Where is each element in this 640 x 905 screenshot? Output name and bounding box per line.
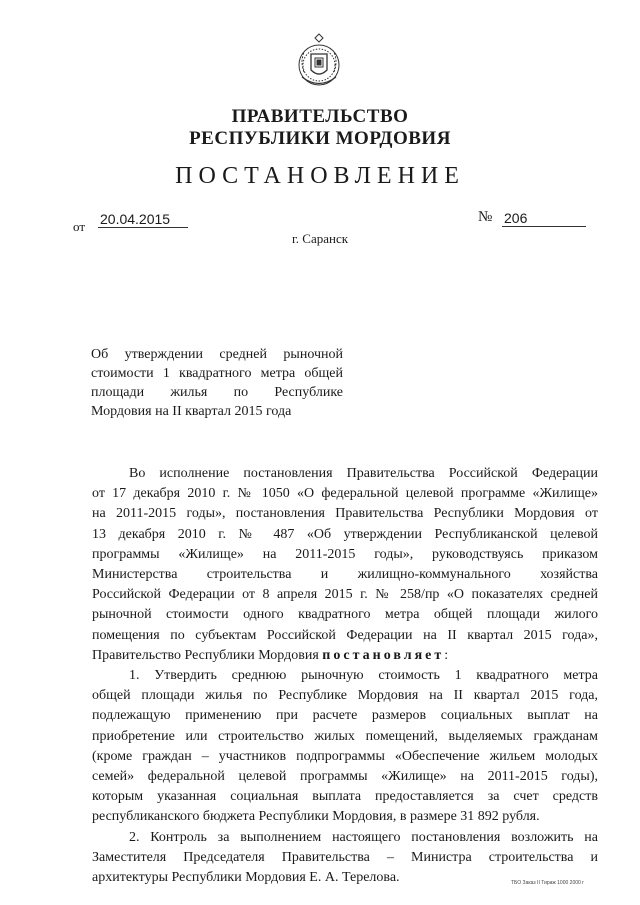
body-line: общей площади жилья по Республике Мордовия на II квартал 2015 года, bbox=[92, 688, 598, 704]
body-line: Заместителя Председателя Правительства – Министра строительства и bbox=[92, 849, 598, 865]
decree-word: постановляет bbox=[322, 647, 445, 663]
body-line: на 2011-2015 годы», постановления Правительства Республики Мордовия от bbox=[92, 506, 598, 522]
organization-name-line2: РЕСПУБЛИКИ МОРДОВИЯ bbox=[189, 128, 451, 149]
document-number-label: № bbox=[478, 209, 493, 225]
document-date: 20.04.2015 bbox=[98, 211, 188, 228]
document-subject bbox=[91, 345, 343, 421]
city-name: г. Саранск bbox=[291, 231, 349, 246]
body-line: программы «Жилище» на 2011-2015 годы», руководствуясь приказом bbox=[92, 546, 598, 562]
body-line: Правительство Республики Мордовия bbox=[92, 647, 319, 663]
body-line: приобретение или строительство жилых помещений, выделяемых гражданам bbox=[92, 728, 598, 744]
body-line: подлежащую применению при расчете размеров социальных выплат на bbox=[92, 708, 598, 724]
body-line: Министерства строительства и жилищно-коммунального хозяйства bbox=[92, 567, 598, 583]
coat-of-arms-emblem bbox=[294, 32, 344, 92]
body-line: 13 декабря 2010 г. № 487 «Об утверждении Республиканской целевой bbox=[92, 526, 598, 542]
body-line: которым указанная социальная выплата предоставляется за счет средств bbox=[92, 789, 598, 805]
subject-line: Об утверждении средней рыночной bbox=[91, 347, 343, 362]
body-line: (кроме граждан – участников подпрограммы «Обеспечение жильем молодых bbox=[92, 748, 598, 764]
organization-name-line1: ПРАВИТЕЛЬСТВО bbox=[231, 106, 409, 127]
subject-line: Мордовия на II квартал 2015 года bbox=[91, 404, 292, 419]
subject-line: стоимости 1 квадратного метра общей bbox=[91, 366, 343, 381]
body-line: Российской Федерации от 8 апреля 2015 г. № 258/пр «О показателях средней bbox=[92, 587, 598, 603]
decree-colon: : bbox=[444, 647, 449, 663]
body-line: архитектуры Республики Мордовия Е. А. Терелова. bbox=[92, 870, 400, 886]
body-line: семей» федеральной целевой программы «Жилище» на 2011-2015 годы), bbox=[92, 769, 598, 785]
print-info: ТБО Заказ II Тираж 1000 2000 г bbox=[511, 880, 585, 886]
body-line: республиканского бюджета Республики Мордовия, в размере 31 892 рубля. bbox=[92, 809, 540, 825]
document-number: 206 bbox=[502, 210, 586, 227]
subject-line: площади жилья по Республике bbox=[91, 385, 343, 400]
body-line: помещения по субъектам Российской Федерации на II квартал 2015 года», bbox=[92, 627, 598, 643]
document-type-title: ПОСТАНОВЛЕНИЕ bbox=[175, 163, 465, 189]
body-line: 1. Утвердить среднюю рыночную стоимость 1 квадратного метра bbox=[129, 668, 598, 684]
body-line: 2. Контроль за выполнением настоящего постановления возложить на bbox=[129, 829, 598, 845]
date-from-label: от bbox=[73, 219, 86, 234]
document-body bbox=[92, 464, 598, 888]
body-line: от 17 декабря 2010 г. № 1050 «О федеральной целевой программе «Жилище» bbox=[92, 486, 598, 502]
decree-line bbox=[92, 646, 598, 666]
body-line: рыночной стоимости одного квадратного метра общей площади жилого bbox=[92, 607, 598, 623]
body-line: Во исполнение постановления Правительства Российской Федерации bbox=[129, 466, 598, 481]
